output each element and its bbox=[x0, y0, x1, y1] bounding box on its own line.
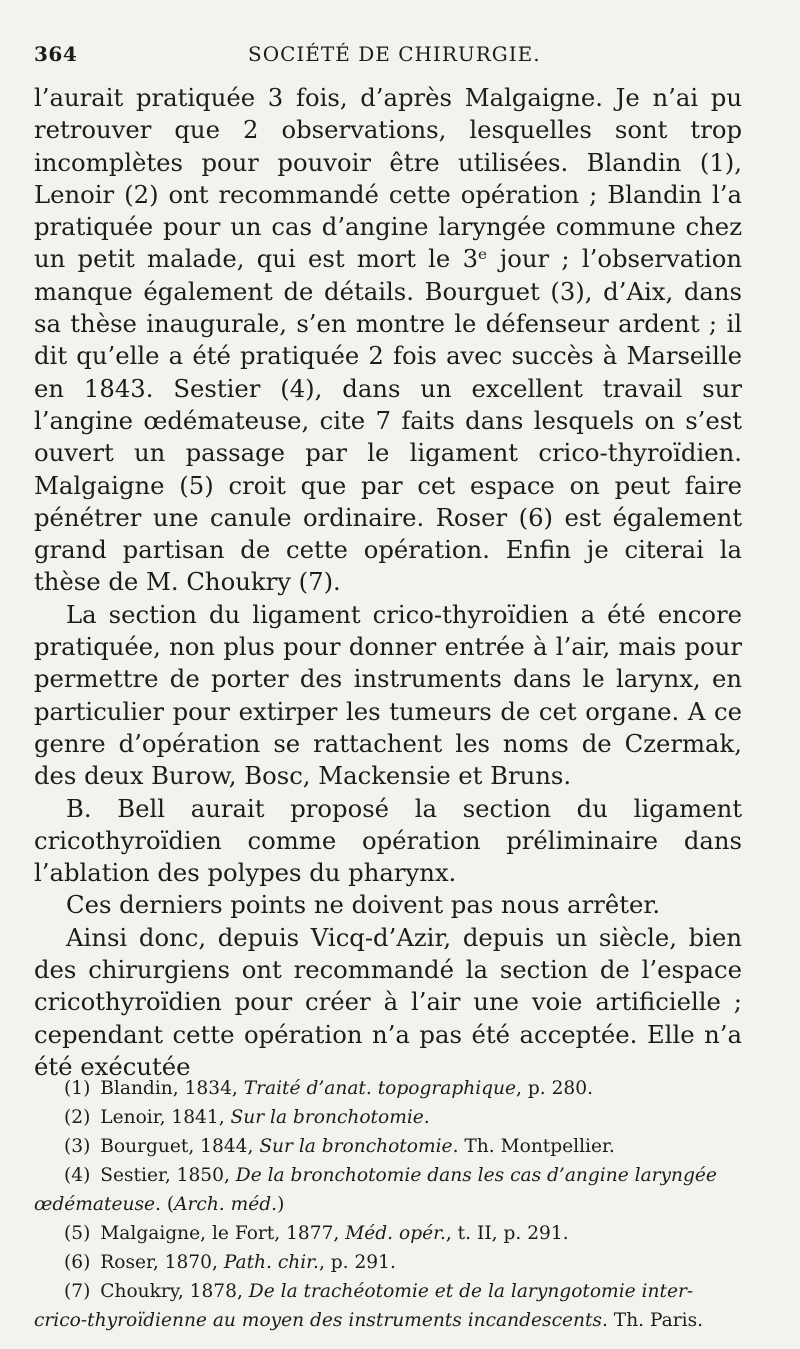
footnote-title: Sur la bronchotomie bbox=[259, 1136, 453, 1157]
footnote-number: (6) bbox=[64, 1252, 91, 1273]
footnote bbox=[34, 1277, 750, 1306]
paragraph: B. Bell aurait proposé la section du ligament cricothyroïdien comme opération préliminaire dans l’ablation des polypes du pharynx. bbox=[34, 793, 742, 888]
page-number: 364 bbox=[34, 42, 78, 66]
footnote-text: Malgaigne, le Fort, 1877, bbox=[100, 1223, 346, 1244]
footnote-text: Lenoir, 1841, bbox=[100, 1107, 231, 1128]
footnote bbox=[34, 1161, 750, 1190]
footnote bbox=[34, 1132, 750, 1161]
footnote-title: œdémateuse bbox=[34, 1194, 156, 1215]
footnote-number: (3) bbox=[64, 1136, 91, 1157]
footnote-number: (5) bbox=[64, 1223, 91, 1244]
footnote-title: De la trachéotomie et de la laryngotomie inter- bbox=[248, 1281, 694, 1302]
footnote-text: , t. II, p. 291. bbox=[445, 1223, 569, 1244]
running-head: SOCIÉTÉ DE CHIRURGIE. bbox=[248, 42, 541, 66]
footnote bbox=[34, 1103, 750, 1132]
footnote-title: Arch. méd. bbox=[174, 1194, 278, 1215]
footnote-text: , p. 280. bbox=[516, 1078, 593, 1099]
footnote bbox=[34, 1219, 750, 1248]
footnote-text: Sestier, 1850, bbox=[100, 1165, 236, 1186]
footnote bbox=[34, 1248, 750, 1277]
footnote-title: Path. chir. bbox=[223, 1252, 319, 1273]
footnote-text: . bbox=[423, 1107, 430, 1128]
footnotes bbox=[34, 1074, 750, 1335]
page-header bbox=[34, 38, 734, 72]
footnote-text: Choukry, 1878, bbox=[100, 1281, 249, 1302]
footnote-text: . Th. Montpellier. bbox=[452, 1136, 615, 1157]
footnote-text: Bourguet, 1844, bbox=[100, 1136, 260, 1157]
footnote-continuation bbox=[34, 1306, 750, 1335]
footnote-text: . Th. Paris. bbox=[601, 1310, 704, 1331]
paragraph: l’aurait pratiquée 3 fois, d’après Malgaigne. Je n’ai pu retrouver que 2 observations, lesquelles sont trop incomplètes pour pouvoir être utilisées. Blandin (1), Lenoir (2) ont recommandé cette opération ; Blandin l’a pratiquée pour un cas d’angine laryngée commune chez un petit malade, qui est mort le 3ᵉ jour ; l’observation manque également de détails. Bourguet (3), d’Aix, dans sa thèse inaugurale, s’en montre le défenseur ardent ; il dit qu’elle a été pratiquée 2 fois avec succès à Marseille en 1843. Sestier (4), dans un excellent travail sur l’angine œdémateuse, cite 7 faits dans lesquels on s’est ouvert un passage par le ligament crico-thyroïdien. Malgaigne (5) croit que par cet espace on peut faire pénétrer une canule ordinaire. Roser (6) est également grand partisan de cette opération. Enfin je citerai la thèse de M. Choukry (7). bbox=[34, 83, 742, 597]
footnote bbox=[34, 1074, 750, 1103]
footnote-text: Roser, 1870, bbox=[100, 1252, 224, 1273]
footnote-text: . ( bbox=[155, 1194, 175, 1215]
footnote-title: Traité d’anat. topographique bbox=[243, 1078, 517, 1099]
footnote-number: (4) bbox=[64, 1165, 91, 1186]
footnote-title: Méd. opér. bbox=[345, 1223, 446, 1244]
paragraph: Ainsi donc, depuis Vicq-d’Azir, depuis un siècle, bien des chirurgiens ont recommandé la section de l’espace cricothyroïdien pour créer à l’air une voie artificielle ; cependant cette opération n’a pas été acceptée. Elle n’a été exécutée bbox=[34, 922, 742, 1081]
body-text bbox=[34, 82, 742, 1083]
footnote-text: ) bbox=[277, 1194, 285, 1215]
footnote-title: crico-thyroïdienne au moyen des instruments incandescents bbox=[34, 1310, 602, 1331]
footnote-title: De la bronchotomie dans les cas d’angine laryngée bbox=[235, 1165, 717, 1186]
footnote-title: Sur la bronchotomie bbox=[230, 1107, 424, 1128]
paragraph: La section du ligament crico-thyroïdien a été encore pratiquée, non plus pour donner entrée à l’air, mais pour permettre de porter des instruments dans le larynx, en particulier pour extirper les tumeurs de cet organe. A ce genre d’opération se rattachent les noms de Czermak, des deux Burow, Bosc, Mackensie et Bruns. bbox=[34, 599, 742, 791]
footnote-number: (7) bbox=[64, 1281, 91, 1302]
paragraph: Ces derniers points ne doivent pas nous arrêter. bbox=[66, 890, 661, 920]
footnote-number: (1) bbox=[64, 1078, 91, 1099]
footnote-number: (2) bbox=[64, 1107, 91, 1128]
footnote-text: Blandin, 1834, bbox=[100, 1078, 244, 1099]
footnote-text: , p. 291. bbox=[318, 1252, 396, 1273]
footnote-continuation bbox=[34, 1190, 750, 1219]
